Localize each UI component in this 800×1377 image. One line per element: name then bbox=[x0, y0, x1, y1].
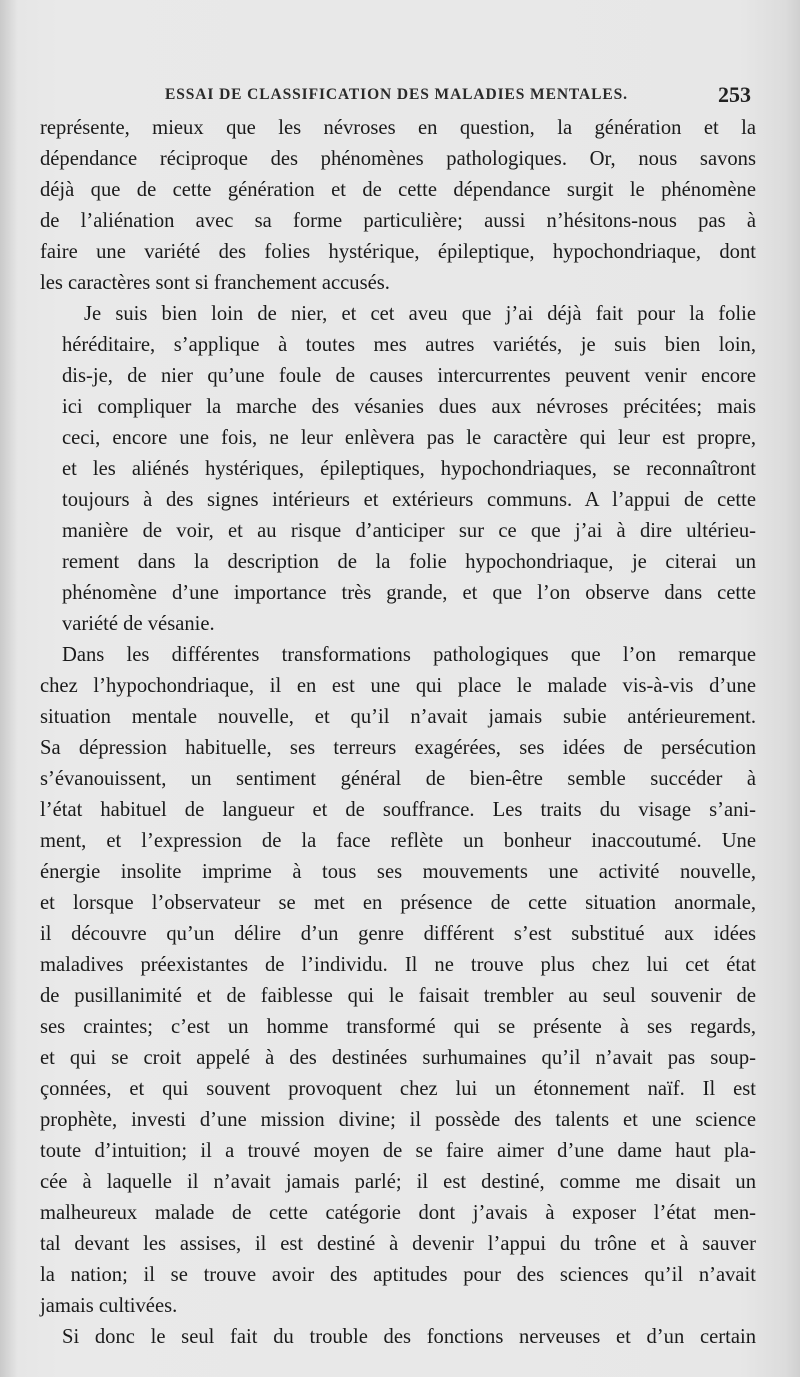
page-header bbox=[0, 82, 800, 112]
paragraph-4 bbox=[40, 1322, 756, 1353]
text-line: et qui se croit appelé à des destinées surhumaines qu’il n’avait pas soup- bbox=[40, 1047, 756, 1069]
text-line: les caractères sont si franchement accusés. bbox=[40, 272, 390, 294]
text-line: de pusillanimité et de faiblesse qui le faisait trembler au seul souvenir de bbox=[40, 985, 756, 1007]
text-line: tal devant les assises, il est destiné à devenir l’appui du trône et à sauver bbox=[40, 1233, 756, 1255]
text-line: de l’aliénation avec sa forme particulière; aussi n’hésitons-nous pas à bbox=[40, 210, 756, 232]
text-line: Si donc le seul fait du trouble des fonctions nerveuses et d’un certain bbox=[62, 1326, 756, 1348]
text-line: l’état habituel de langueur et de souffrance. Les traits du visage s’ani- bbox=[40, 799, 756, 821]
paragraph-2 bbox=[40, 299, 756, 640]
text-line: toute d’intuition; il a trouvé moyen de se faire aimer d’une dame haut pla- bbox=[40, 1140, 756, 1162]
text-line: manière de voir, et au risque d’anticiper sur ce que j’ai à dire ultérieu- bbox=[62, 520, 756, 542]
text-line: ses craintes; c’est un homme transformé qui se présente à ses regards, bbox=[40, 1016, 756, 1038]
text-line: ment, et l’expression de la face reflète un bonheur inaccoutumé. Une bbox=[40, 830, 756, 852]
running-title: ESSAI DE CLASSIFICATION DES MALADIES MENTALES. bbox=[165, 86, 628, 103]
text-line: malheureux malade de cette catégorie dont j’avais à exposer l’état men- bbox=[40, 1202, 756, 1224]
text-line: faire une variété des folies hystérique, épileptique, hypochondriaque, dont bbox=[40, 241, 756, 263]
text-line: ici compliquer la marche des vésanies dues aux névroses précitées; mais bbox=[62, 396, 756, 418]
text-line: chez l’hypochondriaque, il en est une qui place le malade vis-à-vis d’une bbox=[40, 675, 756, 697]
text-line: ceci, encore une fois, ne leur enlèvera pas le caractère qui leur est propre, bbox=[62, 427, 756, 449]
text-line: prophète, investi d’une mission divine; il possède des talents et une science bbox=[40, 1109, 756, 1131]
text-line: énergie insolite imprime à tous ses mouvements une activité nouvelle, bbox=[40, 861, 756, 883]
text-line: cée à laquelle il n’avait jamais parlé; il est destiné, comme me disait un bbox=[40, 1171, 756, 1193]
page-number: 253 bbox=[718, 82, 751, 107]
text-line: la nation; il se trouve avoir des aptitudes pour des sciences qu’il n’avait bbox=[40, 1264, 756, 1286]
text-line: déjà que de cette génération et de cette dépendance surgit le phénomène bbox=[40, 179, 756, 201]
text-line: et les aliénés hystériques, épileptiques, hypochondriaques, se reconnaîtront bbox=[62, 458, 756, 480]
text-line: situation mentale nouvelle, et qu’il n’avait jamais subie antérieurement. bbox=[40, 706, 756, 728]
text-line: dépendance réciproque des phénomènes pathologiques. Or, nous savons bbox=[40, 148, 756, 170]
text-line: variété de vésanie. bbox=[62, 613, 215, 635]
text-line: héréditaire, s’applique à toutes mes autres variétés, je suis bien loin, bbox=[62, 334, 756, 356]
text-line: Dans les différentes transformations pathologiques que l’on remarque bbox=[62, 644, 756, 666]
text-line: çonnées, et qui souvent provoquent chez lui un étonnement naïf. Il est bbox=[40, 1078, 756, 1100]
text-line: maladives préexistantes de l’individu. Il ne trouve plus chez lui cet état bbox=[40, 954, 756, 976]
text-line: représente, mieux que les névroses en question, la génération et la bbox=[40, 117, 756, 139]
text-line: jamais cultivées. bbox=[40, 1295, 178, 1317]
paragraph-1 bbox=[40, 113, 756, 299]
text-line: Je suis bien loin de nier, et cet aveu que j’ai déjà fait pour la folie bbox=[84, 303, 756, 325]
text-line: toujours à des signes intérieurs et extérieurs communs. A l’appui de cette bbox=[62, 489, 756, 511]
text-line: rement dans la description de la folie hypochondriaque, je citerai un bbox=[62, 551, 756, 573]
text-line: et lorsque l’observateur se met en présence de cette situation anormale, bbox=[40, 892, 756, 914]
text-line: s’évanouissent, un sentiment général de bien-être semble succéder à bbox=[40, 768, 756, 790]
text-line: Sa dépression habituelle, ses terreurs exagérées, ses idées de persécution bbox=[40, 737, 756, 759]
body-text bbox=[40, 113, 756, 1353]
text-line: il découvre qu’un délire d’un genre différent s’est substitué aux idées bbox=[40, 923, 756, 945]
text-line: dis-je, de nier qu’une foule de causes intercurrentes peuvent venir encore bbox=[62, 365, 756, 387]
paragraph-3 bbox=[40, 640, 756, 1322]
text-line: phénomène d’une importance très grande, et que l’on observe dans cette bbox=[62, 582, 756, 604]
